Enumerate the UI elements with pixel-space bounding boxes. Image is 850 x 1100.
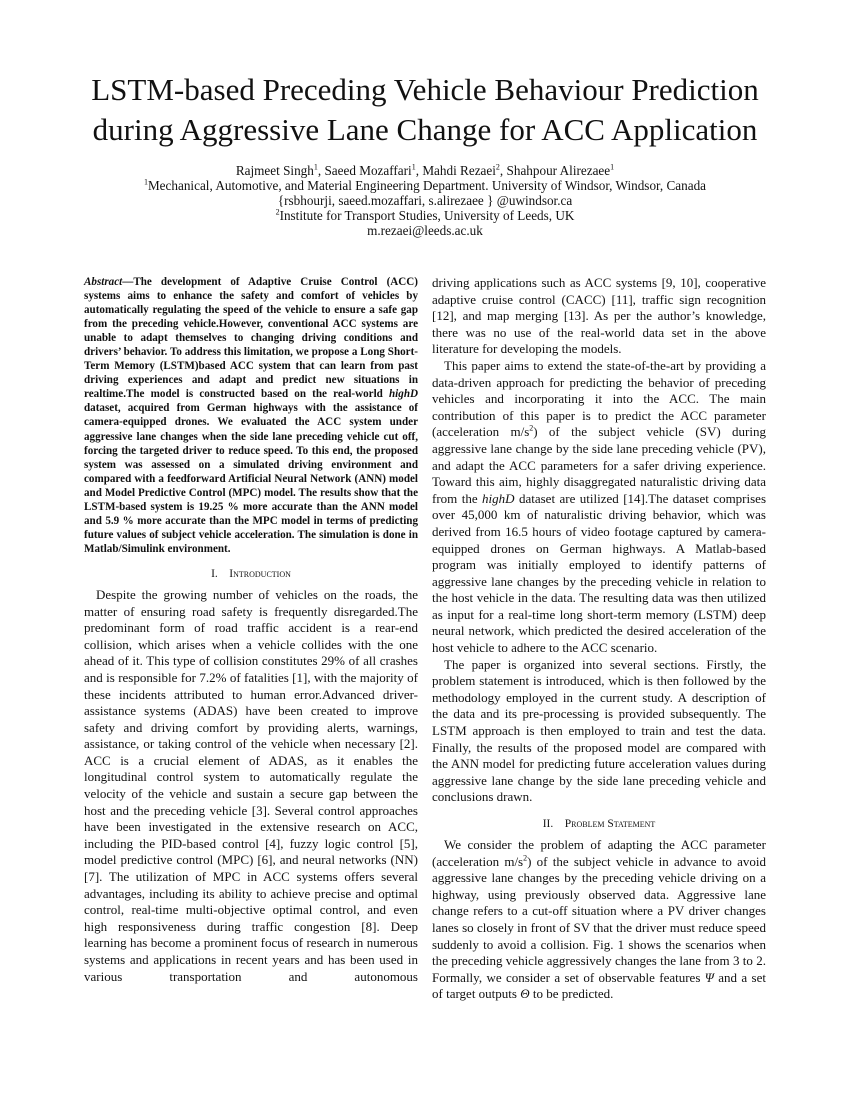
section-heading-problem-statement: II. Problem Statement: [542, 818, 656, 830]
section-heading-introduction: I. Introduction: [211, 567, 291, 580]
left-column: [84, 275, 418, 985]
abstract: Abstract—The development of Adaptive Cruise Control (ACC) systems aims to enhance the safety and comfort of vehicles by automatically regulating the speed of the vehicle to ensure a safe gap from the preceding vehicle.However, conventional ACC systems are unable to adapt themselves to changing driving conditions and drivers’ behavior. To address this limitation, we propose a Long Short-Term Memory (LSTM)based ACC system that can learn from past driving experiences and adapt and predict new situations in realtime.The model is constructed based on the real-world highD dataset, acquired from German highways with the assistance of camera-equipped drones. We evaluated the ACC system under aggressive lane changes when the side lane preceding vehicle cut off, forcing the targeted driver to reduce speed. To this end, the proposed system was assessed on a simulated driving environment and compared with a feedforward Artificial Neural Network (ANN) model and Model Predictive Control (MPC) model. The results show that the LSTM-based system is 19.25 % more accurate than the ANN model and 5.9 % more accurate than the MPC model in terms of predicting future values of subject vehicle acceleration. The simulation is done in Matlab/Simulink environment.: [84, 276, 418, 555]
right-column: [432, 275, 766, 1003]
title-line-1: LSTM-based Preceding Vehicle Behaviour Prediction: [91, 72, 759, 107]
intro-paragraph-3: The paper is organized into several sections. Firstly, the problem statement is introduced, which is then followed by the methodology employed in the current study. A description of the data and its pre-processing is provided subsequently. The LSTM approach is then employed to train and test the data. Finally, the results of the proposed model are compared with the ANN model for predicting future acceleration values during aggressive lane change by the side lane preceding vehicle and conclusions drawn.: [432, 656, 766, 805]
email-windsor: {rsbhourji, saeed.mozaffari, s.alirezaee } @uwindsor.ca: [277, 193, 573, 208]
title-line-2: during Aggressive Lane Change for ACC Application: [92, 112, 758, 147]
author-block: [40, 163, 810, 238]
author-name: Rajmeet Singh: [235, 163, 314, 178]
affiliation-windsor: $^1$Mechanical, Automotive, and Material Engineering Department. University of Windsor, Windsor, Canada: [143, 177, 707, 193]
email-leeds: m.rezaei@leeds.ac.uk: [367, 223, 483, 238]
affiliation-leeds: $^2$Institute for Transport Studies, University of Leeds, UK: [275, 207, 575, 223]
author-name: Saeed Mozaffari: [324, 163, 412, 178]
abstract-label: Abstract: [84, 276, 123, 288]
author-name: Mahdi Rezaei: [422, 163, 496, 178]
intro-paragraph-2: This paper aims to extend the state-of-the-art by providing a data-driven approach for predicting the behavior of preceding vehicles and incorporating it into the ACC. The main contribution of this paper is to predict the ACC parameter (acceleration $m/s^2$) of the subject vehicle (SV) during aggressive lane change by the side lane preceding vehicle (PV), and adapt the ACC parameters for a safer driving experience. Toward this aim, highly disaggregated naturalistic driving data from the highD dataset are utilized [14].The dataset comprises over 45,000 km of naturalistic driving behavior, which was derived from 16.5 hours of video footage captured by camera-equipped drones on German highways. A Matlab-based program was initially employed to identify patterns of aggressive lane changes by the preceding vehicle in relation to the host vehicle in the data. The resulting data was then utilized as input for a real-time long short-term memory (LSTM) deep neural network, which predicted the desired acceleration of the host vehicle to adhere to the ACC scenario.: [432, 357, 767, 656]
problem-paragraph-1: We consider the problem of adapting the ACC parameter (acceleration $m/s^2$) of the subject vehicle in advance to avoid aggressive lane changes by the preceding vehicle driving on a highway, using previously observed data. Aggressive lane change refers to a cut-off situation where a PV driver changes lanes so closely in front of SV that the driver must reduce speed suddenly to avoid a collision. Fig. 1 shows the scenarios when the preceding vehicle aggressively changes the lane from 3 to 2. Formally, we consider a set of observable features Ψ and a set of target outputs Θ to be predicted.: [432, 837, 766, 1002]
author-list: Rajmeet Singh$^1$, Saeed Mozaffari$^1$, Mahdi Rezaei$^2$, Shahpour Alirezaee$^1$: [235, 162, 615, 178]
author-name: Shahpour Alirezaee: [506, 163, 611, 178]
paper-title: [40, 70, 810, 150]
intro-paragraph-1: Despite the growing number of vehicles on the roads, the matter of ensuring road safety is frequently disregarded.The predominant form of road traffic accident is a rear-end collision, which arises when a vehicle collides with the one ahead of it. This type of collision constitutes 29% of all crashes and is responsible for 7.2% of fatalities [1], with the majority of these incidents attributed to human error.Advanced driver-assistance systems (ADAS) have been created to improve safety and driving comfort by providing alerts, warnings, assistance, or taking control of the vehicle when necessary [2]. ACC is a crucial element of ADAS, as it enables the longitudinal control system to automatically regulate the velocity of the vehicle and sustain a secure gap between the host and the preceding vehicle [3]. Several control approaches have been investigated in the extensive research on ACC, including the PID-based control [4], fuzzy logic control [5], model predictive control (MPC) [6], and neural networks (NN) [7]. The utilization of MPC in ACC systems offers several advantages, including its ability to achieve precise and optimal control, real-time multi-objective optimal control, and even high responsiveness during traffic congestion [8]. Deep learning has become a prominent focus of research in numerous systems and applications in recent years and has been used in various transportation and autonomous: [84, 586, 418, 984]
intro-paragraph-1-continued: driving applications such as ACC systems [9, 10], cooperative adaptive cruise control (CACC) [11], traffic sign recognition [12], and map merging [13]. As per the author’s knowledge, there was no use of the real-world data set in the above literature for developing the models.: [432, 275, 766, 357]
